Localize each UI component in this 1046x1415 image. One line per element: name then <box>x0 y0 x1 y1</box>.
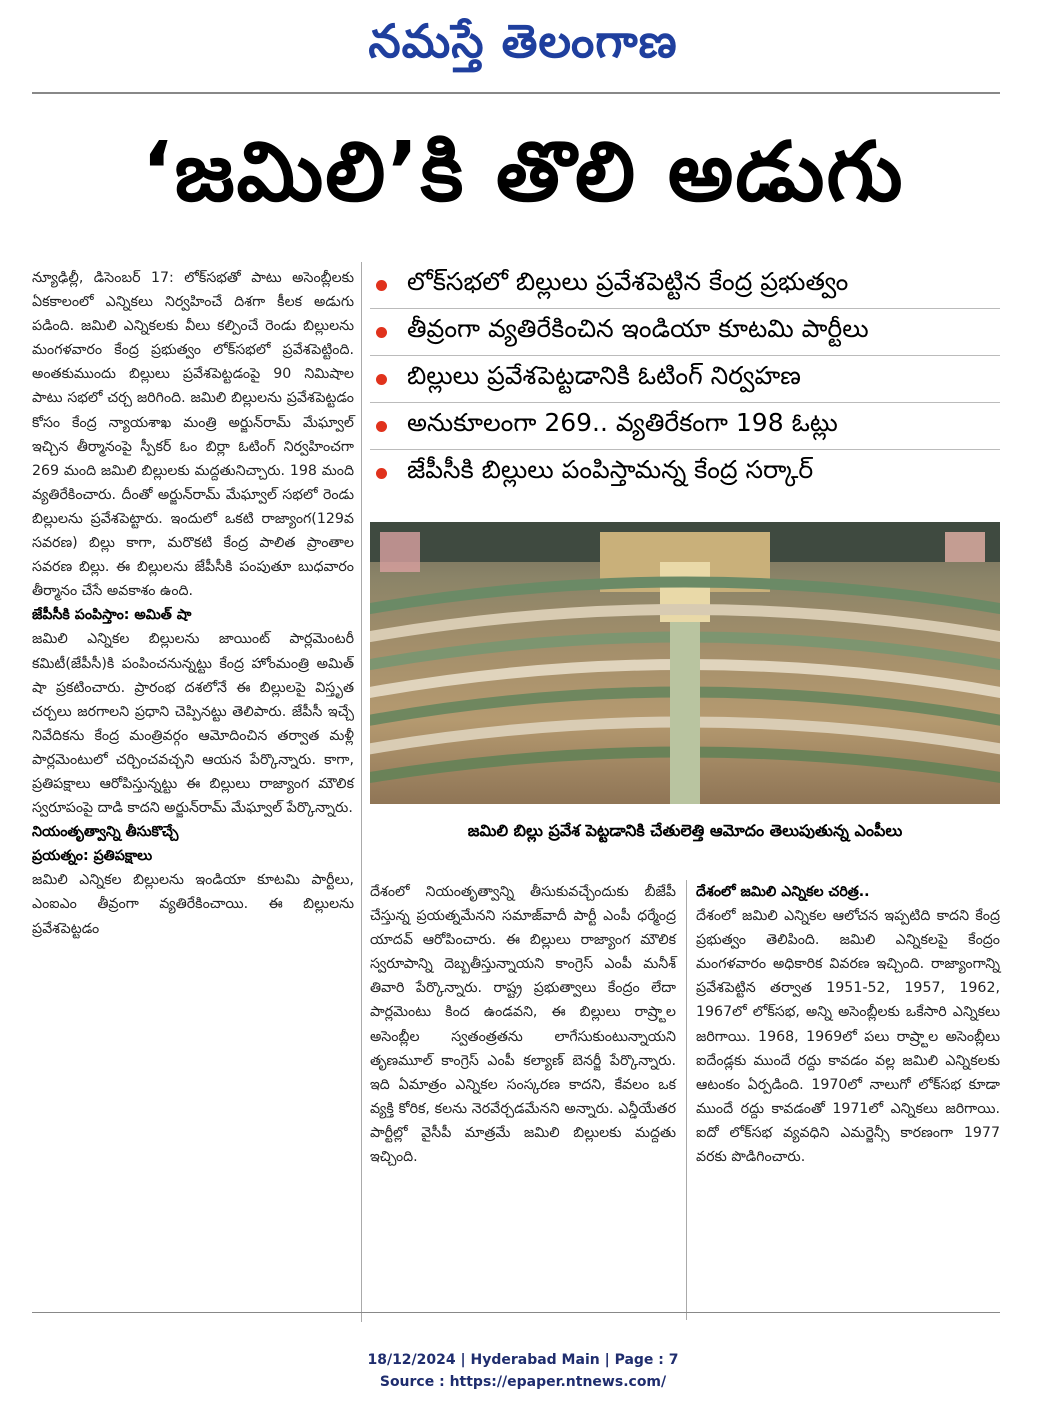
subheading: ప్రయత్నం: ప్రతిపక్షాలు <box>32 848 153 865</box>
article-paragraph: జమిలి ఎన్నికల బిల్లులను జాయింట్ పార్లమెంటరీ కమిటీ(జేపీసీ)కి పంపించనున్నట్టు కేంద్ర హోంమంత్రి అమిత్ షా ప్రకటించారు. ప్రారంభ దశలోనే ఈ బిల్లులపై విస్తృత చర్చలు జరగాలని ప్రధాని చెప్పినట్టు తెలిపారు. జేపీసీ ఇచ్చే నివేదికను కేంద్ర మంత్రివర్గం ఆమోదించిన తర్వాత మళ్లీ పార్లమెంటులో చర్చించవచ్చని ఆయన పేర్కొన్నారు. కాగా, ప్రతిపక్షాలు ఆరోపిస్తున్నట్టు ఈ బిల్లులు రాజ్యాంగ మౌలిక స్వరూపంపై దాడి కాదని అర్జున్‌రామ్ మేఘ్వాల్ పేర్కొన్నారు. <box>32 631 354 817</box>
article-column-2 <box>370 880 676 1169</box>
article-paragraph: దేశంలో నియంతృత్వాన్ని తీసుకువచ్చేందుకు బీజేపీ చేస్తున్న ప్రయత్నమేనని సమాజ్‌వాదీ పార్టీ ఎంపీ ధర్మేంద్ర యాదవ్ ఆరోపించారు. ఈ బిల్లులు రాజ్యాంగ మౌలిక స్వరూపాన్ని దెబ్బతీస్తున్నాయని కాంగ్రెస్ ఎంపీ మనీశ్ తివారి పేర్కొన్నారు. రాష్ట్ర ప్రభుత్వాలు కేంద్రం లేదా పార్లమెంటు కింద ఉండవని, ఈ బిల్లులు రాష్ర్టాల అసెంబ్లీల స్వతంత్రతను లాగేసుకుంటున్నాయని తృణమూల్ కాంగ్రెస్ ఎంపీ కల్యాణ్ బెనర్జీ పేర్కొన్నారు. ఇది ఏమాత్రం ఎన్నికల సంస్కరణ కాదని, కేవలం ఒక వ్యక్తి కోరిక, కలను నెరవేర్చడమేనని అన్నారు. ఎన్డీయేతర పార్టీల్లో వైసీపీ మాత్రమే జమిలి బిల్లులకు మద్దతు ఇచ్చింది. <box>370 884 676 1166</box>
parliament-photo <box>370 522 1000 804</box>
bullet-item <box>370 309 1000 356</box>
bullet-dot-icon <box>376 327 387 338</box>
bullet-dot-icon <box>376 421 387 432</box>
highlight-bullets <box>370 262 1000 496</box>
bullet-dot-icon <box>376 468 387 479</box>
bullet-text: లోక్‌సభలో బిల్లులు ప్రవేశపెట్టిన కేంద్ర ప్రభుత్వం <box>407 267 849 296</box>
bullet-text: బిల్లులు ప్రవేశపెట్టడానికి ఓటింగ్ నిర్వహణ <box>407 361 801 390</box>
bullet-text: తీవ్రంగా వ్యతిరేకించిన ఇండియా కూటమి పార్టీలు <box>407 314 869 343</box>
subheading: నియంతృత్వాన్ని తీసుకొచ్చే <box>32 824 179 841</box>
article-paragraph: దేశంలో జమిలి ఎన్నికల ఆలోచన ఇప్పటిది కాదని కేంద్ర ప్రభుత్వం తెలిపింది. జమిలి ఎన్నికలపై కేంద్రం మంగళవారం అధికారిక వివరణ ఇచ్చింది. రాజ్యాంగాన్ని ప్రవేశపెట్టిన తర్వాత 1951-52, 1957, 1962, 1967లో లోక్‌సభ, అన్ని అసెంబ్లీలకు ఒకేసారి ఎన్నికలు జరిగాయి. 1968, 1969లో పలు రాష్ర్టాల అసెంబ్లీలు ఐదేండ్లకు ముందే రద్దు కావడం వల్ల జమిలి ఎన్నికలకు ఆటంకం ఏర్పడింది. 1970లో నాలుగో లోక్‌సభ కూడా ముందే రద్దు కావడంతో 1971లో ఎన్నికలు జరిగాయి. ఐదో లోక్‌సభ వ్యవధిని ఎమర్జెన్సీ కారణంగా 1977 వరకు పొడిగించారు. <box>696 908 1000 1166</box>
subheading: జేపీసీకి పంపిస్తాం: అమిత్ షా <box>32 607 192 624</box>
bottom-divider <box>32 1312 1000 1313</box>
page-headline: ‘జమిలి’కి తొలి అడుగు <box>141 125 905 220</box>
bullet-text: జేపీసీకి బిల్లులు పంపిస్తామన్న కేంద్ర సర్కార్ <box>407 455 814 484</box>
bullet-item <box>370 356 1000 403</box>
bullet-item <box>370 262 1000 309</box>
top-divider <box>32 92 1000 94</box>
article-column-3 <box>696 880 1000 1169</box>
subheading: దేశంలో జమిలి ఎన్నికల చరిత్ర.. <box>696 884 870 900</box>
footer-date-edition: 18/12/2024 | Hyderabad Main | Page : 7 <box>367 1352 679 1368</box>
bullet-item <box>370 450 1000 496</box>
article-paragraph: న్యూఢిల్లీ, డిసెంబర్ 17: లోక్‌సభతో పాటు అసెంబ్లీలకు ఏకకాలంలో ఎన్నికలు నిర్వహించే దిశగా కీలక అడుగు పడింది. జమిలి ఎన్నికలకు వీలు కల్పించే రెండు బిల్లులను మంగళవారం కేంద్ర ప్రభుత్వం లోక్‌సభలో ప్రవేశపెట్టింది. అంతకుముందు బిల్లులు ప్రవేశపెట్టడంపై 90 నిమిషాల పాటు సభలో చర్చ జరిగింది. జమిలి బిల్లులను ప్రవేశపెట్టడం కోసం కేంద్ర న్యాయశాఖ మంత్రి అర్జున్‌రామ్ మేఘ్వాల్ ఇచ్చిన తీర్మానంపై స్పీకర్ ఓం బిర్లా ఓటింగ్ నిర్వహించగా 269 మంది జమిలి బిల్లులకు మద్దతునిచ్చారు. 198 మంది వ్యతిరేకించారు. దీంతో అర్జున్‌రామ్ మేఘ్వాల్ సభలో రెండు బిల్లులను ప్రవేశపెట్టారు. ఇందులో ఒకటి రాజ్యాంగ(129వ సవరణ) బిల్లు కాగా, మరొకటి కేంద్ర పాలిత ప్రాంతాల సవరణ బిల్లు. ఈ బిల్లులను జేపీసీకి పంపుతూ బుధవారం తీర్మానం చేసే అవకాశం ఉంది. <box>32 270 354 600</box>
photo-caption: జమిలి బిల్లు ప్రవేశ పెట్టడానికి చేతులెత్తి ఆమోదం తెలుపుతున్న ఎంపీలు <box>467 821 903 840</box>
bullet-text: అనుకూలంగా 269.. వ్యతిరేకంగా 198 ఓట్లు <box>407 408 838 437</box>
bullet-dot-icon <box>376 374 387 385</box>
column-divider <box>361 262 362 1322</box>
bullet-dot-icon <box>376 280 387 291</box>
article-paragraph: జమిలి ఎన్నికల బిల్లులను ఇండియా కూటమి పార్టీలు, ఎంఐఎం తీవ్రంగా వ్యతిరేకించాయి. ఈ బిల్లులను ప్రవేశపెట్టడం <box>32 872 354 937</box>
bullet-item <box>370 403 1000 450</box>
article-column-1 <box>32 266 354 941</box>
masthead-logo: నమస్తే తెలంగాణ <box>368 14 678 68</box>
footer-source: Source : https://epaper.ntnews.com/ <box>379 1374 667 1390</box>
column-divider <box>686 880 687 1320</box>
chamber-illustration <box>370 522 1000 804</box>
